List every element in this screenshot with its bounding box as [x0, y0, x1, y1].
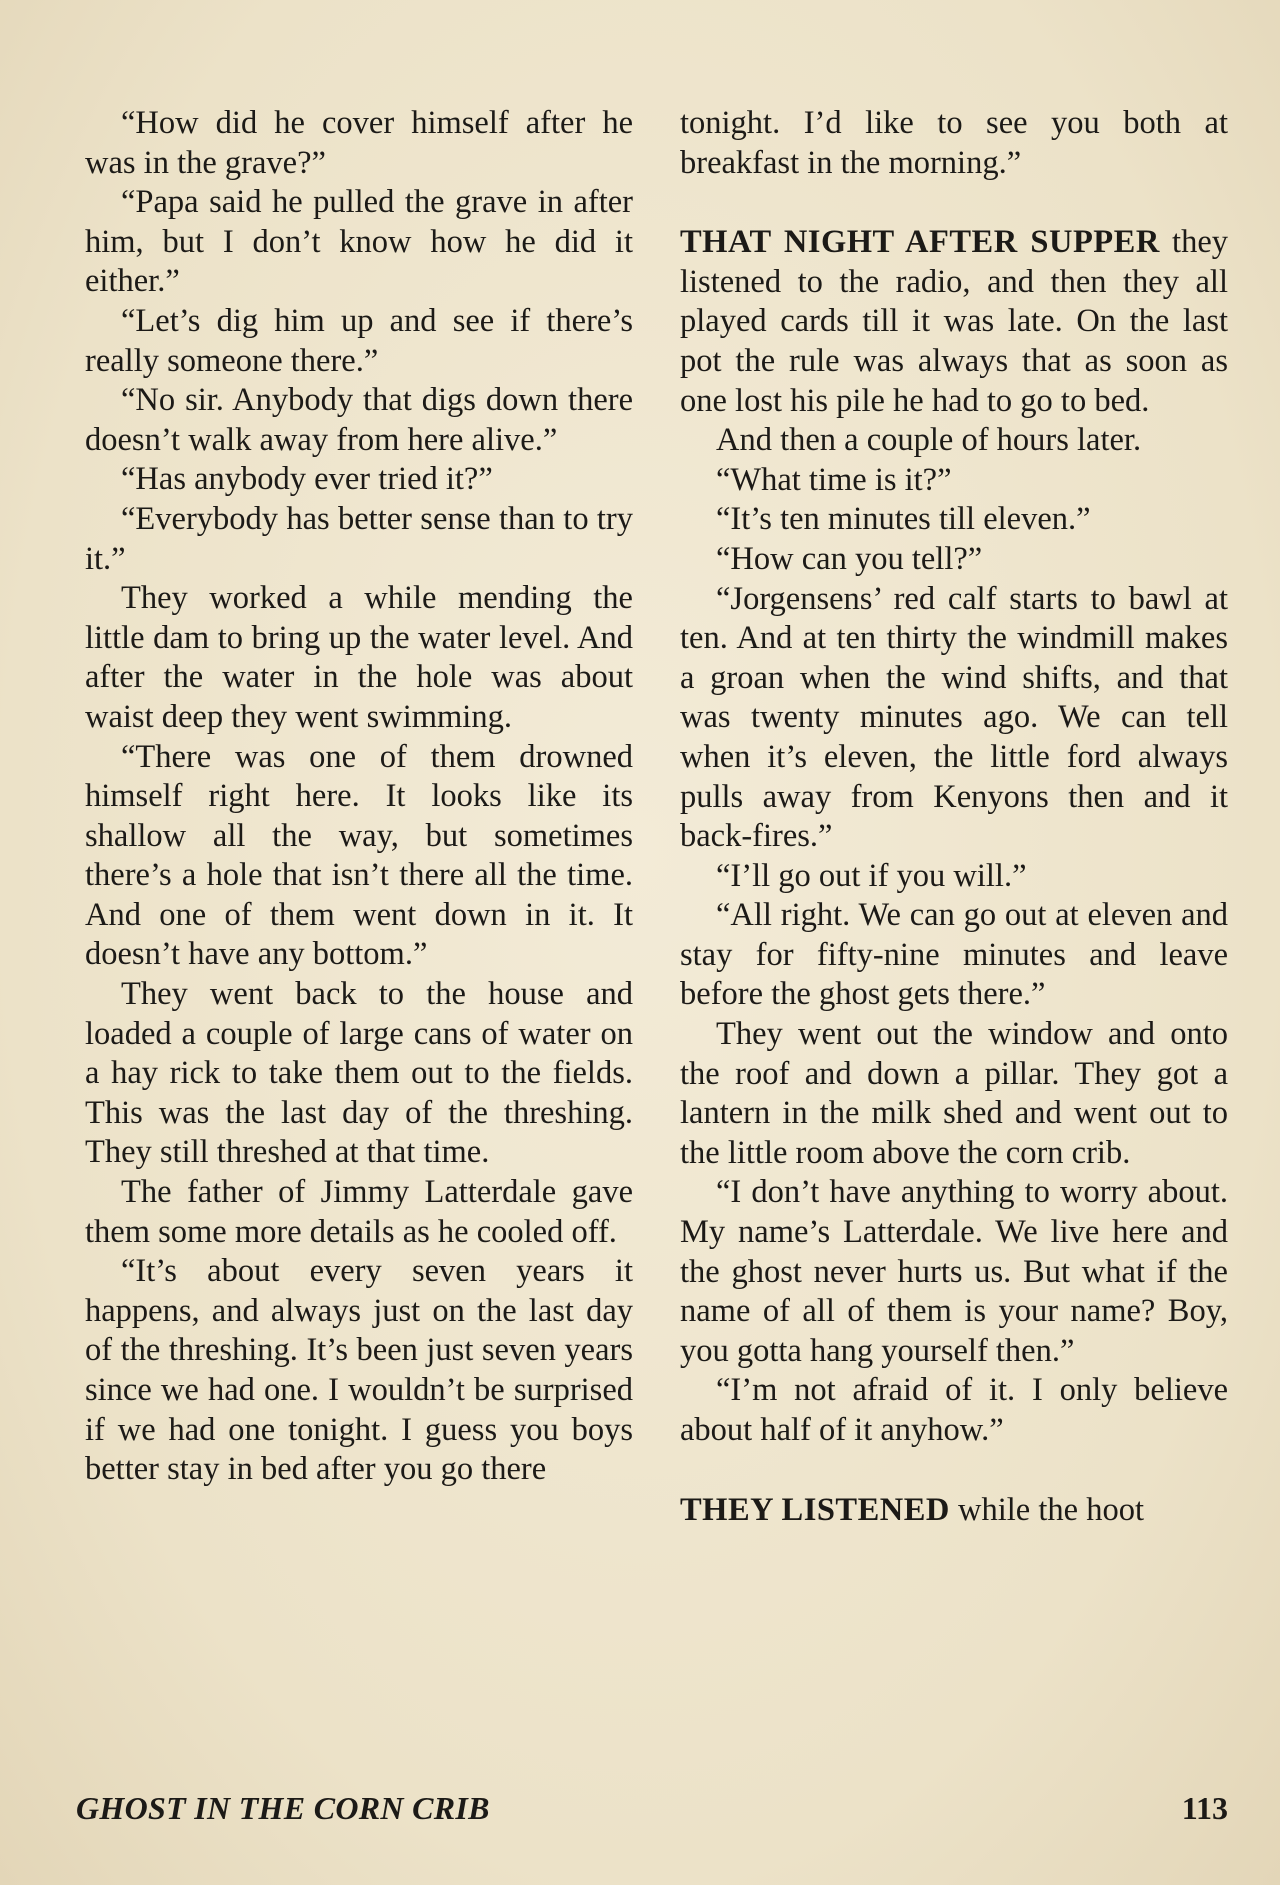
section-text: they listened to the radio, and then they all played cards till it was late. On the last pot the rule was always that as soon as one lost his pile he had to go to bed.: [680, 224, 1228, 419]
paragraph: “Everybody has better sense than to try it.”: [85, 500, 633, 577]
run-in-heading: THAT NIGHT AFTER SUPPER: [680, 224, 1160, 261]
paragraph: “How can you tell?”: [716, 540, 983, 577]
paragraph: “Jorgensens’ red calf starts to bawl at ten. And at ten thirty the windmill makes a groan when the wind shifts, and that was twenty minutes ago. We can tell when it’s eleven, the little ford always pulls away from Kenyons then and it back-fires.”: [680, 580, 1228, 855]
paragraph: “Has anybody ever tried it?”: [121, 461, 493, 498]
section-text: while the hoot: [949, 1491, 1144, 1528]
run-in-heading: THEY LISTENED: [680, 1491, 950, 1528]
paragraph: And then a couple of hours later.: [716, 422, 1142, 459]
paragraph: “What time is it?”: [716, 461, 952, 498]
paragraph: “All right. We can go out at eleven and stay for fifty-nine minutes and leave before the ghost gets there.”: [680, 897, 1228, 1013]
paragraph: “I don’t have anything to worry about. My name’s Latterdale. We live here and the ghost never hurts us. But what if the name of all of them is your name? Boy, you gotta hang yourself then.”: [680, 1174, 1228, 1369]
paragraph: “There was one of them drowned himself right here. It looks like its shallow all the way, but sometimes there’s a hole that isn’t there all the time. And one of them went down in it. It doesn’t have any bottom.”: [85, 738, 633, 973]
paragraph: “Papa said he pulled the grave in after him, but I don’t know how he did it either.”: [85, 184, 633, 300]
paragraph: “Let’s dig him up and see if there’s really someone there.”: [85, 302, 633, 379]
page-number: 113: [1181, 1790, 1228, 1826]
paragraph: “It’s about every seven years it happens, and always just on the last day of the threshing. It’s been just seven years since we had one. I wouldn’t be surprised if we had one tonight. I guess you boys better stay in bed after you go there: [85, 1253, 633, 1488]
paragraph: “I’ll go out if you will.”: [716, 857, 1027, 894]
continuation-paragraph: tonight. I’d like to see you both at breakfast in the morning.”: [680, 105, 1228, 181]
paragraph: “It’s ten minutes till eleven.”: [716, 501, 1091, 538]
paragraph: The father of Jimmy Latterdale gave them some more details as he cooled off.: [85, 1174, 633, 1250]
paragraph: “How did he cover himself after he was in the grave?”: [85, 105, 633, 181]
paragraph: “I’m not afraid of it. I only believe about half of it anyhow.”: [680, 1372, 1228, 1448]
paragraph: They worked a while mending the little dam to bring up the water level. And after the water in the hole was about waist deep they went swimming.: [85, 580, 633, 735]
right-column: [680, 104, 1228, 1530]
section-paragraph: [680, 223, 1228, 421]
section-paragraph: [680, 1491, 1228, 1531]
paragraph: “No sir. Anybody that digs down there doesn’t walk away from here alive.”: [85, 382, 633, 458]
running-footer-title: GHOST IN THE CORN CRIB: [76, 1790, 490, 1826]
left-column: [85, 104, 633, 1490]
paragraph: They went back to the house and loaded a couple of large cans of water on a hay rick to take them out to the fields. This was the last day of the threshing. They still threshed at that time.: [85, 976, 633, 1171]
paragraph: They went out the window and onto the roof and down a pillar. They got a lantern in the milk shed and went out to the little room above the corn crib.: [680, 1016, 1228, 1171]
